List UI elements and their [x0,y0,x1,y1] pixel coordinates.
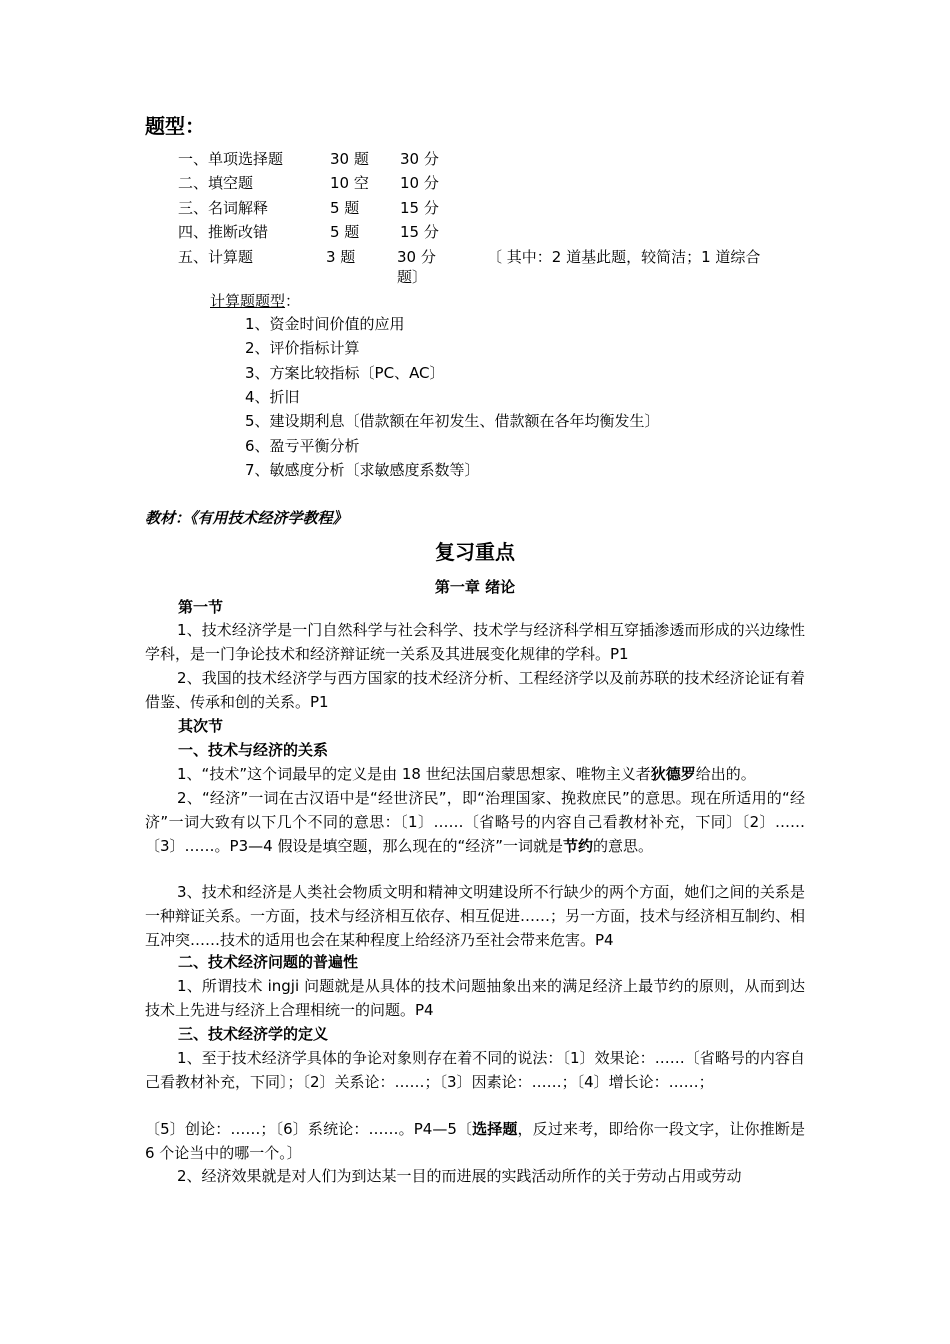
text-run: 给出的。 [695,765,756,783]
qtype-name: 二、填空题 [178,174,254,192]
subsection-heading: 一、技术与经济的关系 [178,741,329,759]
qtype-score: 15 分 [400,199,439,217]
paragraph: 2、我国的技术经济学与西方国家的技术经济分析、工程经济学以及前苏联的技术经济论证有着借鉴、传承和创的关系。P1 [145,669,805,711]
paragraph [145,762,805,786]
list-item: 7、敏感度分析〔求敏感度系数等〕 [245,461,480,479]
qtype-score: 30 分 [397,248,436,266]
calc-heading-text: 计算题题型 [210,292,286,310]
calc-heading-colon: ： [285,292,301,310]
paragraph: 2、经济效果就是对人们为到达某一目的而进展的实践活动所作的关于劳动占用或劳动 [177,1167,742,1185]
qtype-count: 30 题 [330,150,369,168]
qtype-count: 3 题 [326,248,356,266]
textbook-label: 教材：《有用技术经济学教程》 [145,509,348,527]
text-run-bold: 节约 [563,837,594,855]
text-run: 〔5〕创论：……；〔6〕系统论：……。P4—5〔 [145,1120,473,1138]
text-run: ，反过来考，即给你一段文字，让你推断是 6 个论当中的哪一个。〕 [145,1120,805,1162]
text-run: 的意思。 [593,837,654,855]
qtype-name: 三、名词解释 [178,199,269,217]
qtype-note: 〔 其中：2 道基此题，较简洁；1 道综合 [487,248,761,266]
list-item: 3、方案比较指标〔PC、AC〕 [245,364,445,382]
qtype-score: 30 分 [400,150,439,168]
paragraph [145,786,805,858]
text-run: 1、“技术”这个词最早的定义是由 18 世纪法国启蒙思想家、唯物主义者 [177,765,651,783]
review-title: 复习重点 [435,540,515,564]
paragraph: 3、技术和经济是人类社会物质文明和精神文明建设所不行缺少的两个方面，她们之间的关系是一种辩证关系。一方面，技术与经济相互依存、相互促进……；另一方面，技术与经济相互制约、相互冲突……技术的适用也会在某种程度上给经济乃至社会带来危害。P4 [145,883,806,949]
list-item: 6、盈亏平衡分析 [245,437,360,455]
paragraph: 1、至于技术经济学具体的争论对象则存在着不同的说法：〔1〕效果论：……〔省略号的内容自己看教材补充，下同〕；〔2〕关系论：……；〔3〕因素论：……；〔4〕增长论：……； [145,1049,805,1091]
qtype-score: 10 分 [400,174,439,192]
qtype-count: 5 题 [330,223,360,241]
list-item: 2、评价指标计算 [245,339,360,357]
paragraph: 1、技术经济学是一门自然科学与社会科学、技术学与经济科学相互穿插渗透而形成的兴边缘性学科，是一门争论技术和经济辩证统一关系及其进展变化规律的学科。P1 [145,621,805,663]
subsection-heading: 三、技术经济学的定义 [178,1025,329,1043]
qtype-note-wrap: 题〕 [397,268,428,286]
list-item: 4、折旧 [245,388,300,406]
list-item: 1、资金时间价值的应用 [245,315,405,333]
text-run-bold: 选择题 [472,1120,518,1138]
text-run-bold: 狄德罗 [650,765,696,783]
page-title: 题型： [145,114,205,138]
qtype-count: 10 空 [330,174,369,192]
section-heading: 第一节 [178,598,224,616]
qtype-name: 一、单项选择题 [178,150,284,168]
paragraph: 1、所谓技术 ingji 问题就是从具体的技术问题抽象出来的满足经济上最节约的原则，从而到达技术上先进与经济上合理相统一的问题。P4 [145,977,805,1019]
calc-heading [210,290,300,311]
paragraph [145,1117,805,1165]
section-heading: 其次节 [178,717,224,735]
qtype-name: 五、计算题 [178,248,254,266]
subsection-heading: 二、技术经济问题的普遍性 [178,953,359,971]
qtype-name: 四、推断改错 [178,223,269,241]
qtype-score: 15 分 [400,223,439,241]
text-run: 2、“经济”一词在古汉语中是“经世济民”，即“治理国家、挽救庶民”的意思。现在所适用的“经济”一词大致有以下几个不同的意思：〔1〕……〔省略号的内容自己看教材补充，下同〕〔2〕……〔3〕……。P3—4 假设是填空题，那么现在的“经济”一词就是 [145,789,805,855]
chapter-title: 第一章 绪论 [434,578,516,596]
list-item: 5、建设期利息〔借款额在年初发生、借款额在各年均衡发生〕 [245,412,660,430]
qtype-count: 5 题 [330,199,360,217]
